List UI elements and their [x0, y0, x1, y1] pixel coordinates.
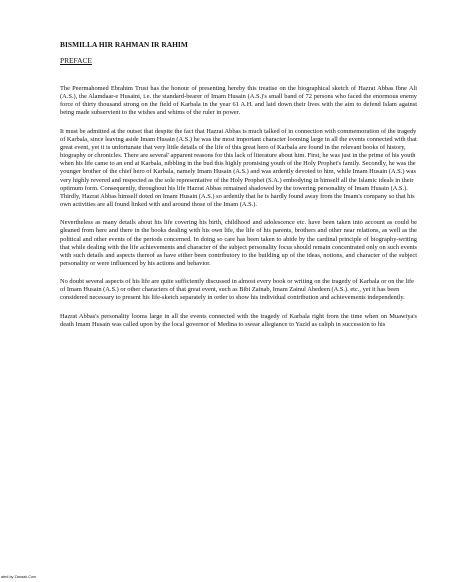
preface-title: PREFACE — [60, 56, 92, 65]
paragraph-aspects: No doubt several aspects of his life are quite sufficiently discussed in almost every book or writing on the tragedy of Karbala or on the life of Imam Husain (A.S.) or other characters of that great event, such as Bibi Zainab, Imam Zainul Abedeen (A.S.). etc., yet it has been considered necessary to present his life-sketch separately in order to show his individual contribution and achievements independently. — [60, 278, 414, 302]
paragraph-intro: The Peermahomed Ebrahim Trust has the honour of presenting hereby this treatise on the biographical sketch of Hazrat Abbas Ibne Ali (A.S.), the Alamdaar-e Husaini, i.e. the standard-bearer of Imam Husain (A.S.)'s small band of 72 persons who faced the enormous enemy force of thirty thousand strong on the field of Karbala in the year 61 A.H. and laid down their lives with the aim to defend Islam against being made subservient to the wishes and whims of the ruler in power. — [60, 85, 417, 117]
paragraph-personality: Hazrat Abbas's personality looms large in all the events connected with the tragedy of Karbala right from the time when on Muawiya's death Imam Husain was called upon by the local governor of Medina to swear allegiance to Yazid as caliph in succession to his — [60, 312, 417, 328]
paragraph-admission: It must be admitted at the outset that despite the fact that Hazrat Abbas is much talked of in connection with commemoration of the tragedy of Karbala, since leaving aside Imam Husain (A.S.) he was the most important character looming large in all the events connected with that great event, yet it is unfortunate that very little details of the life of this great hero of Karbala are found in the relevant books of history, biography or chronicles. There are several' apparent reasons for this lack of literature about him. First, he was just in the prime of his youth when his life came to an end at Karbala, nibbling in the bud this highly promising youth of the Holy Prophet's family. Secondly, he was the younger brother of the chief hero of Karbala, namely Imam Husain (A.S.) and was ardently devoted to him, while Imam Husain (A.S.) was very highly revered and respected as the sole representative of the Holy Prophet (S.A.) embodying in himself all the Islamic ideals in their optimum form. Consequently, throughout his life Hazrat Abbas remained shadowed by the towering personality of Imam Husain (A.S.). Thirdly, Hazrat Abbas himself doted on Imam Husain (A.S.) so ardently that he is hardly found away from the Imam's company so that his own activities are all found linked with and around those of the Imam (A.S.). — [60, 127, 417, 209]
document-heading: BISMILLA HIR RAHMAN IR RAHIM — [60, 40, 188, 49]
paragraph-details: Nevertheless as many details about his life covering his birth, childhood and adolescence etc. have been taken into account as could be gleaned from here and there in the books dealing with his own life, the life of his parents, brothers and other near relations, as well as the political and other events of the periods concerned. In doing so care has been taken to abide by the cardinal principle of biography-writing that while dealing with the life achievements and character of the subject personality focus should remain concentrated only on such events with such details and aspects thereof as have either been contributory to the building up of the ideas, notions, and character of the subject personality or were influenced by his actions and behavior. — [60, 219, 417, 267]
footer-credit: ated by Zanaak.Com — [1, 575, 37, 579]
